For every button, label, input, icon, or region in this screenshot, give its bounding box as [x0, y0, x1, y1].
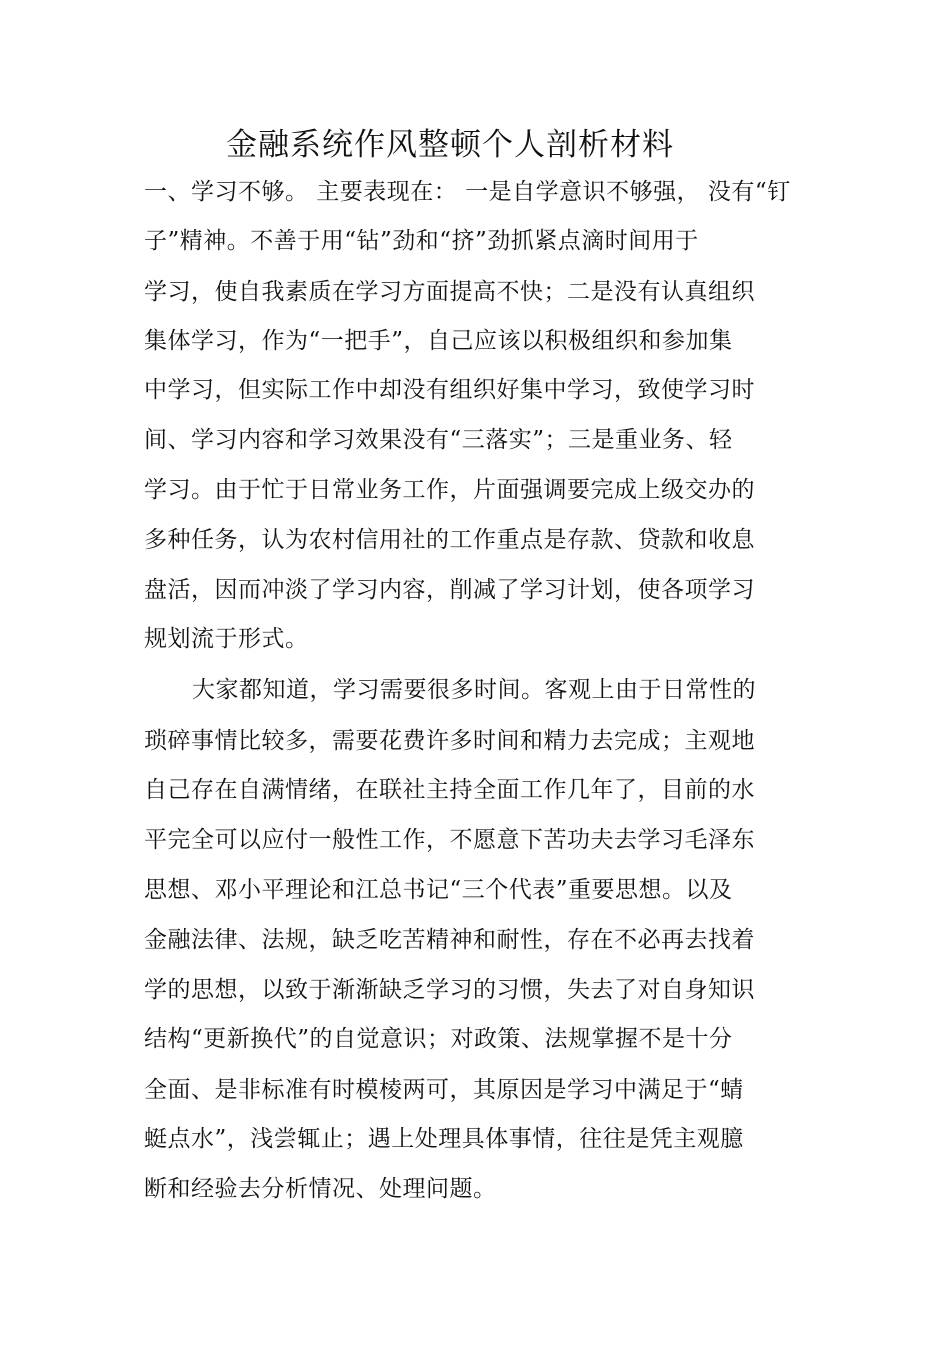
document-title: 金融系统作风整顿个人剖析材料 [226, 127, 674, 163]
paragraph-line: 金融法律、法规，缺乏吃苦精神和耐性，存在不必再去找着 [144, 927, 755, 953]
paragraph-line: 平完全可以应付一般性工作，不愿意下苦功夫去学习毛泽东 [144, 827, 755, 853]
paragraph-line: 子”精神。不善于用“钻”劲和“挤”劲抓紧点滴时间用于 [144, 228, 699, 254]
paragraph-line: 琐碎事情比较多，需要花费许多时间和精力去完成；主观地 [144, 728, 755, 754]
paragraph-line: 集体学习，作为“一把手”，自己应该以积极组织和参加集 [144, 328, 733, 354]
paragraph-line: 大家都知道，学习需要很多时间。客观上由于日常性的 [192, 677, 756, 703]
paragraph-line: 一、学习不够。 主要表现在： 一是自学意识不够强， 没有“钉 [144, 179, 791, 205]
paragraph-line: 中学习，但实际工作中却没有组织好集中学习，致使学习时 [144, 377, 755, 403]
paragraph-line: 思想、邓小平理论和江总书记“三个代表”重要思想。以及 [144, 877, 733, 903]
paragraph-line: 间、学习内容和学习效果没有“三落实”；三是重业务、轻 [144, 427, 733, 453]
paragraph-line: 全面、是非标准有时模棱两可，其原因是学习中满足于“蜻 [144, 1077, 744, 1103]
paragraph-line: 断和经验去分析情况、处理问题。 [144, 1176, 497, 1202]
paragraph-line: 学习。由于忙于日常业务工作，片面强调要完成上级交办的 [144, 477, 755, 503]
paragraph-line: 学的思想，以致于渐渐缺乏学习的习惯，失去了对自身知识 [144, 977, 755, 1003]
paragraph-line: 多种任务，认为农村信用社的工作重点是存款、贷款和收息 [144, 527, 755, 553]
paragraph-line: 学习，使自我素质在学习方面提高不快；二是没有认真组织 [144, 279, 755, 305]
paragraph-line: 结构“更新换代”的自觉意识；对政策、法规掌握不是十分 [144, 1026, 733, 1052]
paragraph-line: 规划流于形式。 [144, 626, 309, 652]
paragraph-line: 蜓点水”，浅尝辄止；遇上处理具体事情，往往是凭主观臆 [144, 1126, 744, 1152]
paragraph-line: 自己存在自满情绪，在联社主持全面工作几年了，目前的水 [144, 777, 755, 803]
paragraph-line: 盘活，因而冲淡了学习内容，削减了学习计划，使各项学习 [144, 577, 755, 603]
